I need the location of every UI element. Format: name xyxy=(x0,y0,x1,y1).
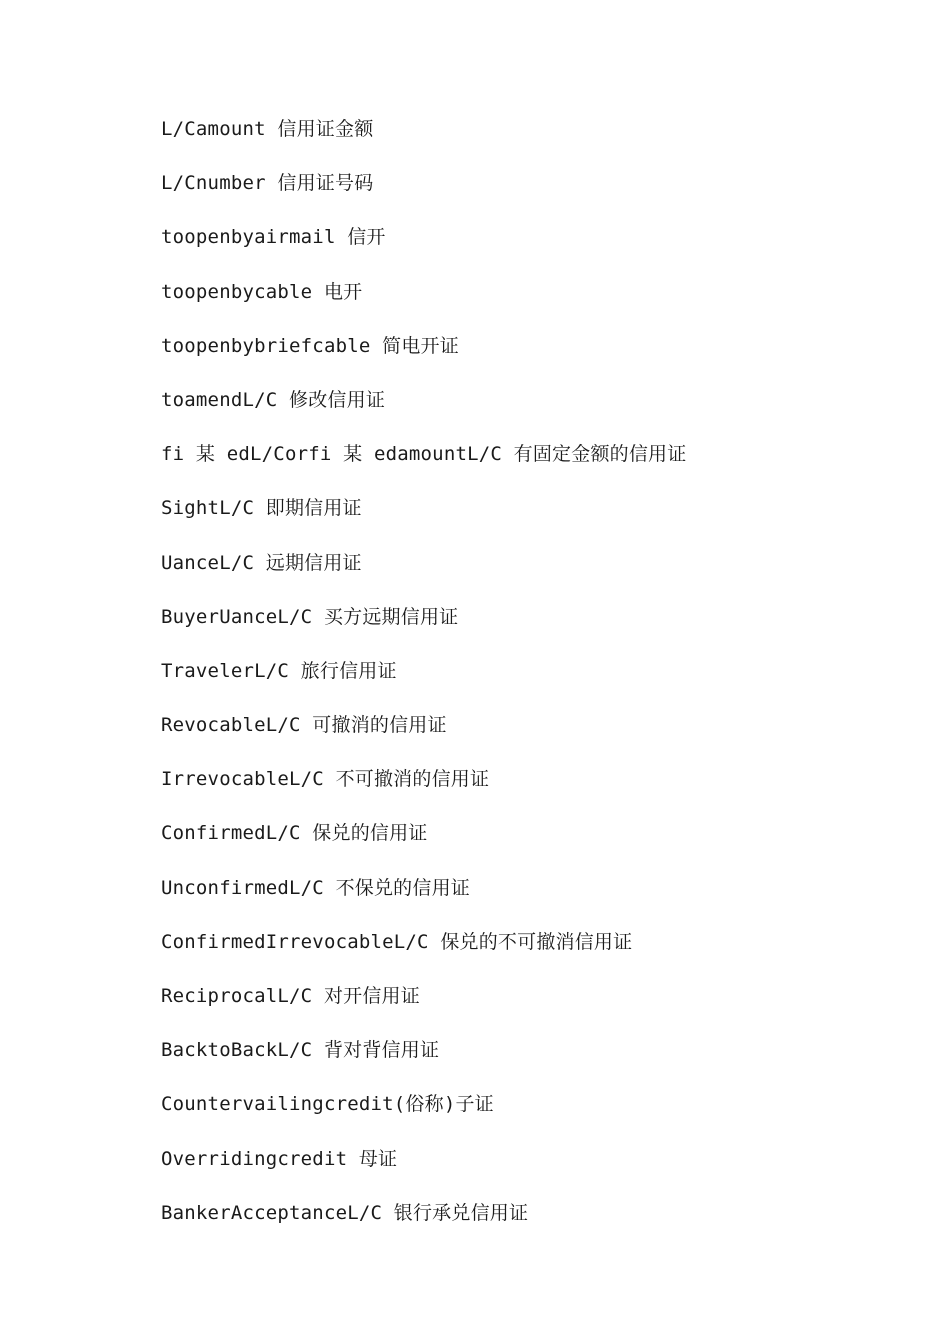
term-line: toopenbybriefcable 简电开证 xyxy=(161,334,459,357)
term-line: toopenbyairmail 信开 xyxy=(161,226,386,249)
term-line: IrrevocableL/C 不可撤消的信用证 xyxy=(161,768,490,791)
term-line: toopenbycable 电开 xyxy=(161,280,363,303)
term-line: fi 某 edL/Corfi 某 edamountL/C 有固定金额的信用证 xyxy=(161,443,687,466)
term-line: toamendL/C 修改信用证 xyxy=(161,388,386,411)
term-line: BacktoBackL/C 背对背信用证 xyxy=(161,1039,440,1062)
term-line: Countervailingcredit(俗称)子证 xyxy=(161,1093,494,1116)
term-line: ConfirmedIrrevocableL/C 保兑的不可撤消信用证 xyxy=(161,930,633,953)
term-list xyxy=(161,113,686,1251)
term-line: SightL/C 即期信用证 xyxy=(161,497,362,520)
term-line: L/Cnumber 信用证号码 xyxy=(161,172,374,195)
term-line: BankerAcceptanceL/C 银行承兑信用证 xyxy=(161,1201,529,1224)
term-line: UanceL/C 远期信用证 xyxy=(161,551,362,574)
term-line: Overridingcredit 母证 xyxy=(161,1147,398,1170)
term-line: ReciprocalL/C 对开信用证 xyxy=(161,985,420,1007)
term-line: UnconfirmedL/C 不保兑的信用证 xyxy=(161,876,470,899)
term-line: ConfirmedL/C 保兑的信用证 xyxy=(161,822,428,845)
term-line: TravelerL/C 旅行信用证 xyxy=(161,659,397,682)
term-line: RevocableL/C 可撤消的信用证 xyxy=(161,714,447,737)
term-line: BuyerUanceL/C 买方远期信用证 xyxy=(161,605,459,628)
term-line: L/Camount 信用证金额 xyxy=(161,118,374,140)
